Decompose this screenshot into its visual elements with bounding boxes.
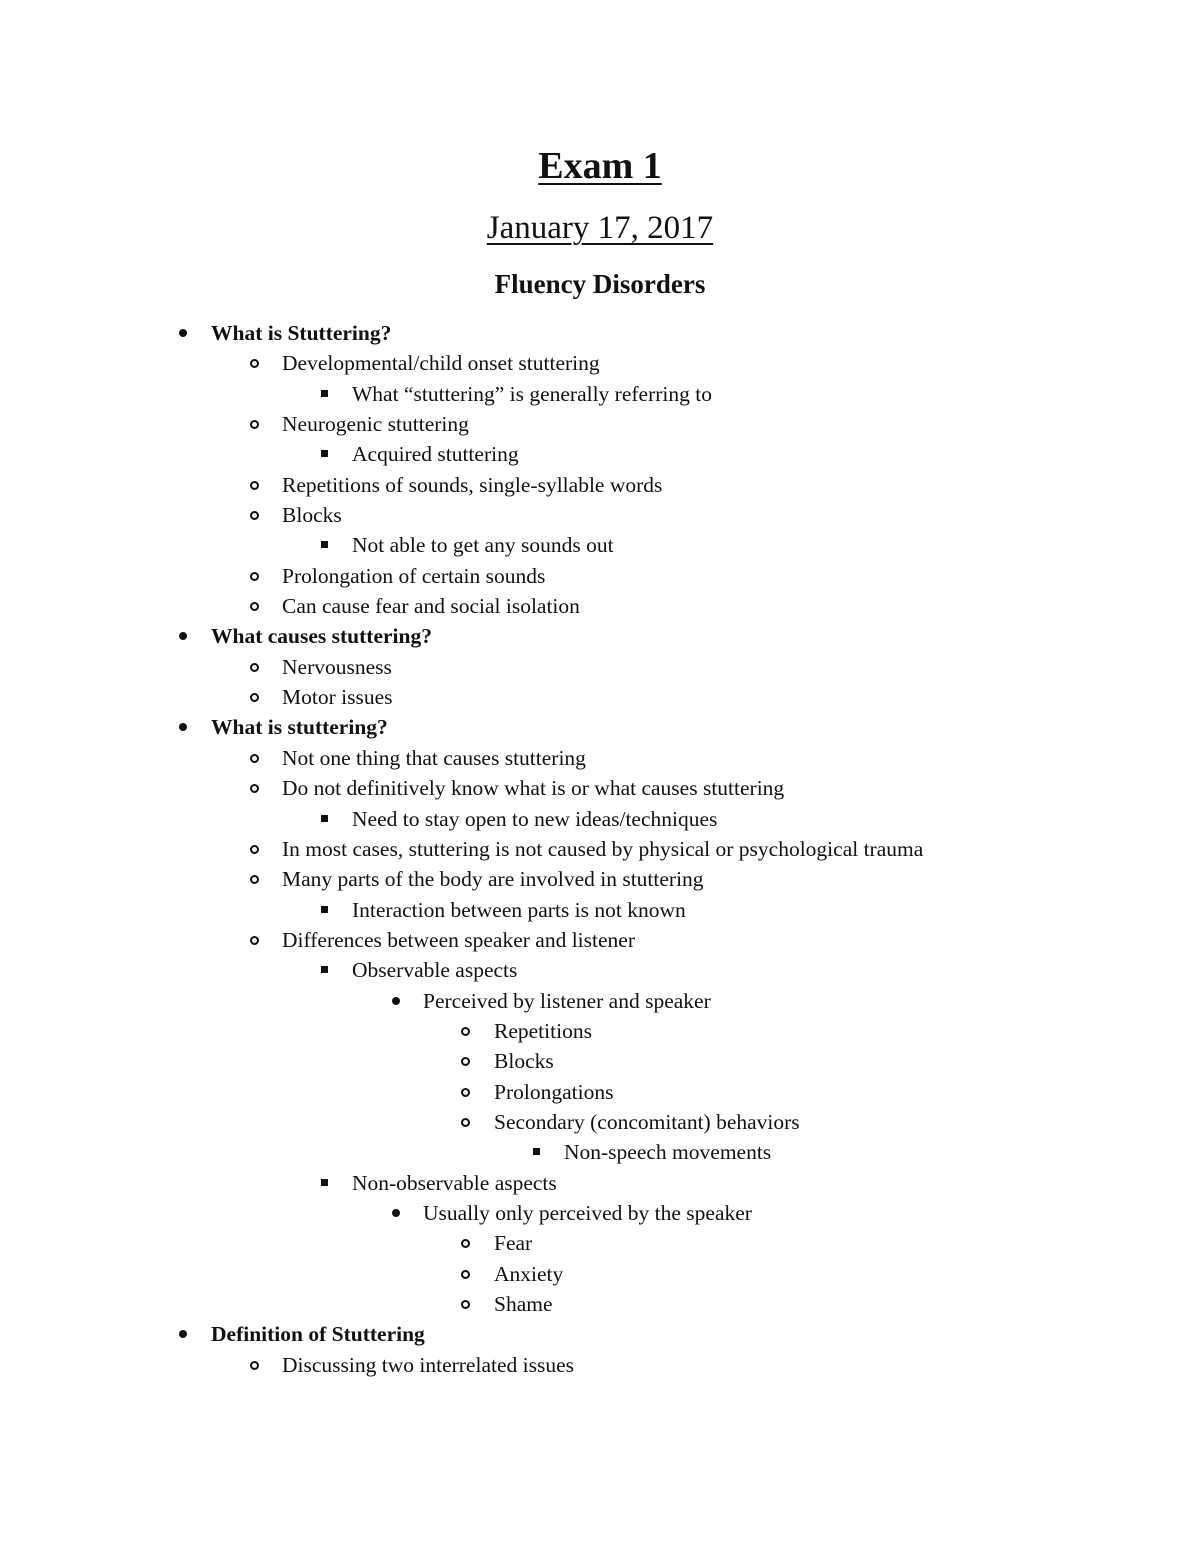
square-icon: [530, 1137, 550, 1167]
document-title-text: Exam 1: [538, 145, 662, 187]
ring-icon: [248, 834, 268, 864]
outline-item-text: What is stuttering?: [211, 715, 388, 740]
outline-item-text: In most cases, stuttering is not caused by physical or psychological trauma: [282, 836, 924, 861]
outline-item: [0, 652, 1200, 682]
document-title: [0, 142, 1200, 190]
ring-icon: [248, 652, 268, 682]
outline-item: [0, 1259, 1200, 1289]
outline-item-text: Non-observable aspects: [352, 1170, 557, 1195]
outline-item-text: Prolongations: [494, 1079, 614, 1104]
disc-icon: [176, 712, 196, 742]
outline-item: [0, 439, 1200, 469]
outline-item-text: What causes stuttering?: [211, 624, 432, 649]
notes-outline: [0, 318, 1200, 1380]
outline-item-text: Definition of Stuttering: [211, 1322, 425, 1347]
outline-item-text: Fear: [494, 1231, 533, 1256]
square-icon: [318, 804, 338, 834]
outline-item-text: Shame: [494, 1292, 553, 1316]
outline-item: [0, 1198, 1200, 1228]
ring-icon: [248, 591, 268, 621]
outline-item: [0, 1228, 1200, 1258]
outline-item-text: Observable aspects: [352, 958, 518, 983]
outline-item-text: Need to stay open to new ideas/techniques: [352, 806, 718, 831]
square-icon: [318, 530, 338, 560]
outline-item-text: What “stuttering” is generally referring to: [352, 381, 712, 406]
outline-item: [0, 530, 1200, 560]
outline-item: [0, 1168, 1200, 1198]
outline-item: [0, 895, 1200, 925]
outline-item: [0, 773, 1200, 803]
outline-item: [0, 1319, 1200, 1349]
document-date-text: January 17, 2017: [486, 210, 714, 246]
disc-icon: [176, 318, 196, 348]
ring-icon: [459, 1046, 479, 1076]
ring-icon: [459, 1289, 479, 1319]
ring-icon: [459, 1077, 479, 1107]
outline-item: [0, 864, 1200, 894]
ring-icon: [248, 409, 268, 439]
outline-item-text: Blocks: [282, 503, 342, 528]
outline-item-text: Repetitions: [494, 1018, 592, 1043]
outline-item: [0, 409, 1200, 439]
outline-item-text: Not able to get any sounds out: [352, 533, 614, 558]
outline-item: [0, 682, 1200, 712]
ring-icon: [248, 1350, 268, 1380]
square-icon: [318, 379, 338, 409]
outline-item: [0, 986, 1200, 1016]
outline-item-text: What is Stuttering?: [211, 321, 392, 345]
outline-item-text: Do not definitively know what is or what causes stuttering: [282, 776, 785, 801]
outline-item: [0, 470, 1200, 500]
disc-icon: [389, 1198, 409, 1228]
outline-item-text: Discussing two interrelated issues: [282, 1352, 574, 1377]
outline-item-text: Can cause fear and social isolation: [282, 594, 580, 619]
outline-item: [0, 1077, 1200, 1107]
document-date: [0, 206, 1200, 250]
outline-item: [0, 561, 1200, 591]
ring-icon: [248, 773, 268, 803]
disc-icon: [176, 621, 196, 651]
outline-item: [0, 925, 1200, 955]
outline-item: [0, 318, 1200, 348]
outline-item-text: Nervousness: [282, 654, 392, 679]
disc-icon: [176, 1319, 196, 1349]
outline-item: [0, 804, 1200, 834]
outline-item-text: Differences between speaker and listener: [282, 927, 635, 952]
square-icon: [318, 1168, 338, 1198]
ring-icon: [459, 1016, 479, 1046]
outline-item-text: Perceived by listener and speaker: [423, 988, 711, 1013]
ring-icon: [248, 925, 268, 955]
outline-item: [0, 500, 1200, 530]
disc-icon: [389, 986, 409, 1016]
outline-item-text: Usually only perceived by the speaker: [423, 1200, 752, 1225]
outline-item: [0, 955, 1200, 985]
ring-icon: [248, 470, 268, 500]
outline-item-text: Blocks: [494, 1049, 554, 1074]
outline-item: [0, 1016, 1200, 1046]
outline-item-text: Anxiety: [494, 1261, 564, 1286]
square-icon: [318, 955, 338, 985]
outline-item: [0, 834, 1200, 864]
ring-icon: [459, 1107, 479, 1137]
ring-icon: [248, 500, 268, 530]
outline-item: [0, 1137, 1200, 1167]
outline-item-text: Non-speech movements: [564, 1140, 772, 1165]
square-icon: [318, 895, 338, 925]
outline-item-text: Interaction between parts is not known: [352, 897, 686, 922]
outline-item-text: Not one thing that causes stuttering: [282, 745, 586, 770]
ring-icon: [248, 348, 268, 378]
outline-item: [0, 621, 1200, 651]
outline-item-text: Developmental/child onset stuttering: [282, 351, 600, 376]
ring-icon: [248, 682, 268, 712]
document-subtitle: Fluency Disorders: [494, 269, 706, 299]
outline-item-text: Prolongation of certain sounds: [282, 563, 546, 588]
outline-item: [0, 591, 1200, 621]
outline-item-text: Repetitions of sounds, single-syllable words: [282, 472, 663, 497]
outline-item: [0, 712, 1200, 742]
outline-item-text: Many parts of the body are involved in stuttering: [282, 867, 704, 892]
ring-icon: [248, 561, 268, 591]
ring-icon: [248, 864, 268, 894]
outline-item: [0, 348, 1200, 378]
outline-item: [0, 1289, 1200, 1319]
outline-item-text: Neurogenic stuttering: [282, 412, 469, 437]
outline-item: [0, 1350, 1200, 1380]
ring-icon: [459, 1228, 479, 1258]
outline-item: [0, 743, 1200, 773]
outline-item-text: Motor issues: [282, 685, 393, 710]
outline-item-text: Acquired stuttering: [352, 442, 519, 467]
ring-icon: [459, 1259, 479, 1289]
outline-item: [0, 1107, 1200, 1137]
square-icon: [318, 439, 338, 469]
outline-item: [0, 1046, 1200, 1076]
outline-item: [0, 379, 1200, 409]
ring-icon: [248, 743, 268, 773]
outline-item-text: Secondary (concomitant) behaviors: [494, 1109, 800, 1134]
